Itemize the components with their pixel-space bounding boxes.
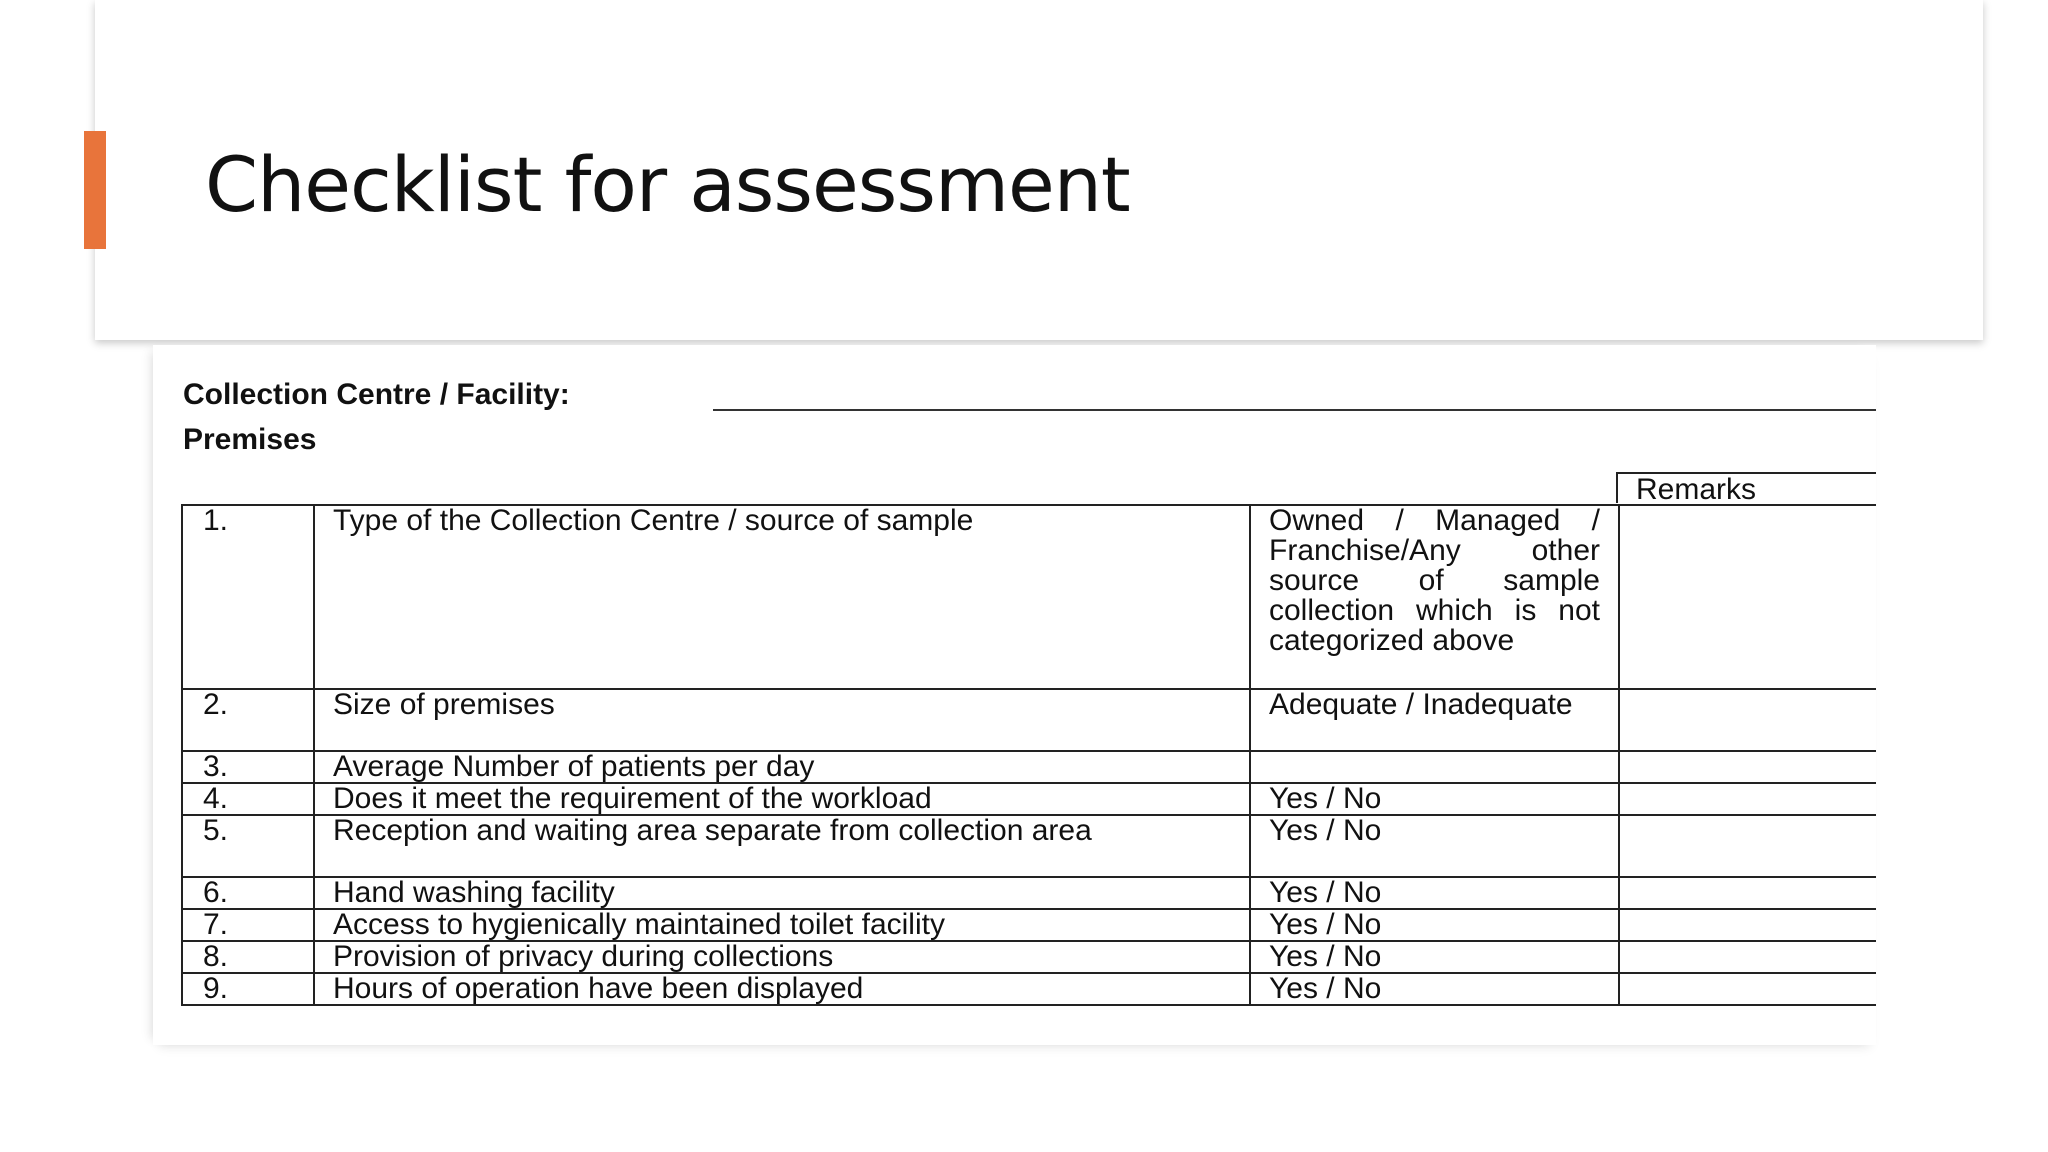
row-item: Average Number of patients per day [314,751,1250,783]
row-item: Reception and waiting area separate from collection area [314,815,1250,877]
row-remarks [1619,505,1876,689]
row-response: Yes / No [1250,877,1619,909]
row-remarks [1619,973,1876,1005]
row-item: Size of premises [314,689,1250,751]
row-remarks [1619,941,1876,973]
row-item: Provision of privacy during collections [314,941,1250,973]
row-remarks [1619,689,1876,751]
row-item: Type of the Collection Centre / source of sample [314,505,1250,689]
row-response: Yes / No [1250,973,1619,1005]
row-item: Does it meet the requirement of the workload [314,783,1250,815]
table-row [182,783,1876,815]
row-response: Yes / No [1250,815,1619,877]
row-number: 2. [182,689,314,751]
table-row [182,815,1876,877]
table-row [182,689,1876,751]
table-row [182,941,1876,973]
row-number: 8. [182,941,314,973]
table-row [182,909,1876,941]
row-response: Owned / Managed / Franchise/Any other source of sample collection which is not categorized above [1250,505,1619,689]
table-row [182,505,1876,689]
row-number: 9. [182,973,314,1005]
section-label: Premises [183,423,317,456]
row-remarks [1619,909,1876,941]
row-number: 4. [182,783,314,815]
row-response: Yes / No [1250,909,1619,941]
remarks-header: Remarks [1616,472,1876,503]
table-row [182,973,1876,1005]
row-response: Yes / No [1250,941,1619,973]
row-item: Hours of operation have been displayed [314,973,1250,1005]
row-remarks [1619,815,1876,877]
row-number: 1. [182,505,314,689]
facility-blank-line [713,409,1876,411]
row-response: Adequate / Inadequate [1250,689,1619,751]
title-accent-bar [84,131,106,249]
row-response [1250,751,1619,783]
row-item: Hand washing facility [314,877,1250,909]
facility-label: Collection Centre / Facility: [183,378,570,411]
row-number: 3. [182,751,314,783]
row-number: 6. [182,877,314,909]
row-remarks [1619,783,1876,815]
checklist-document [153,345,1876,1045]
table-row [182,751,1876,783]
slide-title: Checklist for assessment [205,140,1130,229]
checklist-table [181,504,1876,1006]
row-remarks [1619,877,1876,909]
row-item: Access to hygienically maintained toilet facility [314,909,1250,941]
row-number: 7. [182,909,314,941]
table-row [182,877,1876,909]
row-remarks [1619,751,1876,783]
row-response: Yes / No [1250,783,1619,815]
row-number: 5. [182,815,314,877]
